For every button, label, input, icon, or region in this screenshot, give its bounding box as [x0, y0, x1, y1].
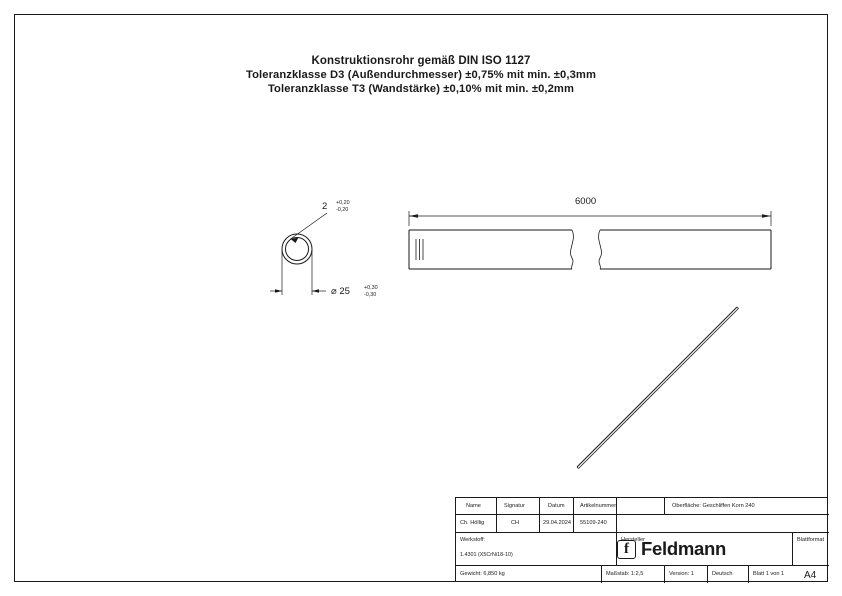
tol-wall-thickness	[336, 200, 350, 214]
tube-inner-circle	[286, 238, 309, 261]
tb-header-oberflaeche: Oberfläche: Geschliffen Korn 240	[672, 503, 755, 509]
dim-label-diameter: ⌀ 25	[331, 286, 350, 297]
tol-wall-upper: +0,20	[336, 200, 350, 206]
tb-value-name: Ch. Höllig	[460, 520, 485, 526]
iso-bar-edge-bottom	[579, 309, 739, 469]
tb-header-datum: Datum	[548, 503, 565, 509]
tb-value-sheet: Blatt 1 von 1	[753, 571, 785, 577]
iso-bar-cap-far	[737, 307, 739, 309]
tb-value-datum: 29.04.2024	[543, 520, 571, 526]
tb-value-artikelnummer: 55109-240	[580, 520, 607, 526]
tol-diameter	[364, 285, 378, 299]
tb-value-material: 1.4301 (X5CrNi18-10)	[460, 552, 513, 558]
dim-label-wall-thickness: 2	[322, 201, 328, 212]
tb-value-signatur: CH	[511, 520, 520, 526]
arrow-length-right	[762, 214, 771, 217]
tb-label-hersteller: Hersteller	[621, 537, 645, 543]
tb-vline-6	[792, 532, 793, 565]
company-logo	[617, 538, 726, 560]
tb-value-language: Deutsch	[712, 571, 733, 577]
tb-vline-1	[496, 498, 497, 532]
arrow-diameter-right	[312, 289, 319, 292]
tb-header-signatur: Signatur	[504, 503, 525, 509]
tol-diameter-lower: -0,30	[364, 291, 377, 298]
tb-vline-5	[664, 498, 665, 514]
logo-wordmark: Feldmann	[641, 538, 726, 559]
tb-value-weight: Gewicht: 6,850 kg	[460, 571, 505, 577]
heading-line-2: Toleranzklasse D3 (Außendurchmesser) ±0,75% mit min. ±0,3mm	[246, 69, 596, 81]
break-line-right	[599, 230, 602, 269]
tb-hline-3	[456, 565, 829, 566]
tol-diameter-upper: +0,30	[364, 285, 378, 291]
tol-wall-lower: -0,20	[336, 206, 349, 213]
tb-value-version: Version: 1	[669, 571, 694, 577]
tb-header-name: Name	[466, 503, 481, 509]
tb-header-artikelnummer: Artikelnummer	[580, 503, 617, 509]
heading-line-3: Toleranzklasse T3 (Wandstärke) ±0,10% mit min. ±0,2mm	[267, 83, 575, 95]
iso-bar-edge-top	[577, 307, 737, 467]
arrow-diameter-left	[275, 289, 282, 292]
tb-vline-9	[707, 565, 708, 583]
heading-line-1: Konstruktionsrohr gemäß DIN ISO 1127	[311, 55, 531, 67]
tb-value-scale: Maßstab: 1:2,5	[606, 571, 644, 577]
tb-vline-10	[748, 565, 749, 583]
tb-hline-2	[456, 532, 829, 533]
iso-bar-cap-near	[577, 467, 579, 469]
tb-vline-8	[664, 565, 665, 583]
tb-label-material: Werkstoff:	[460, 537, 485, 543]
tb-vline-2	[539, 498, 540, 532]
tb-value-blattformat: A4	[804, 570, 817, 581]
arrow-length-left	[409, 214, 418, 217]
dim-label-length: 6000	[575, 196, 597, 207]
leader-wall-thickness	[291, 213, 328, 239]
break-line-left	[571, 230, 574, 269]
tb-vline-3	[573, 498, 574, 532]
tb-label-blattformat: Blattformat	[797, 537, 825, 543]
logo-mark-icon: f	[617, 540, 636, 559]
tb-hline-1	[456, 514, 829, 515]
tb-vline-7	[601, 565, 602, 583]
